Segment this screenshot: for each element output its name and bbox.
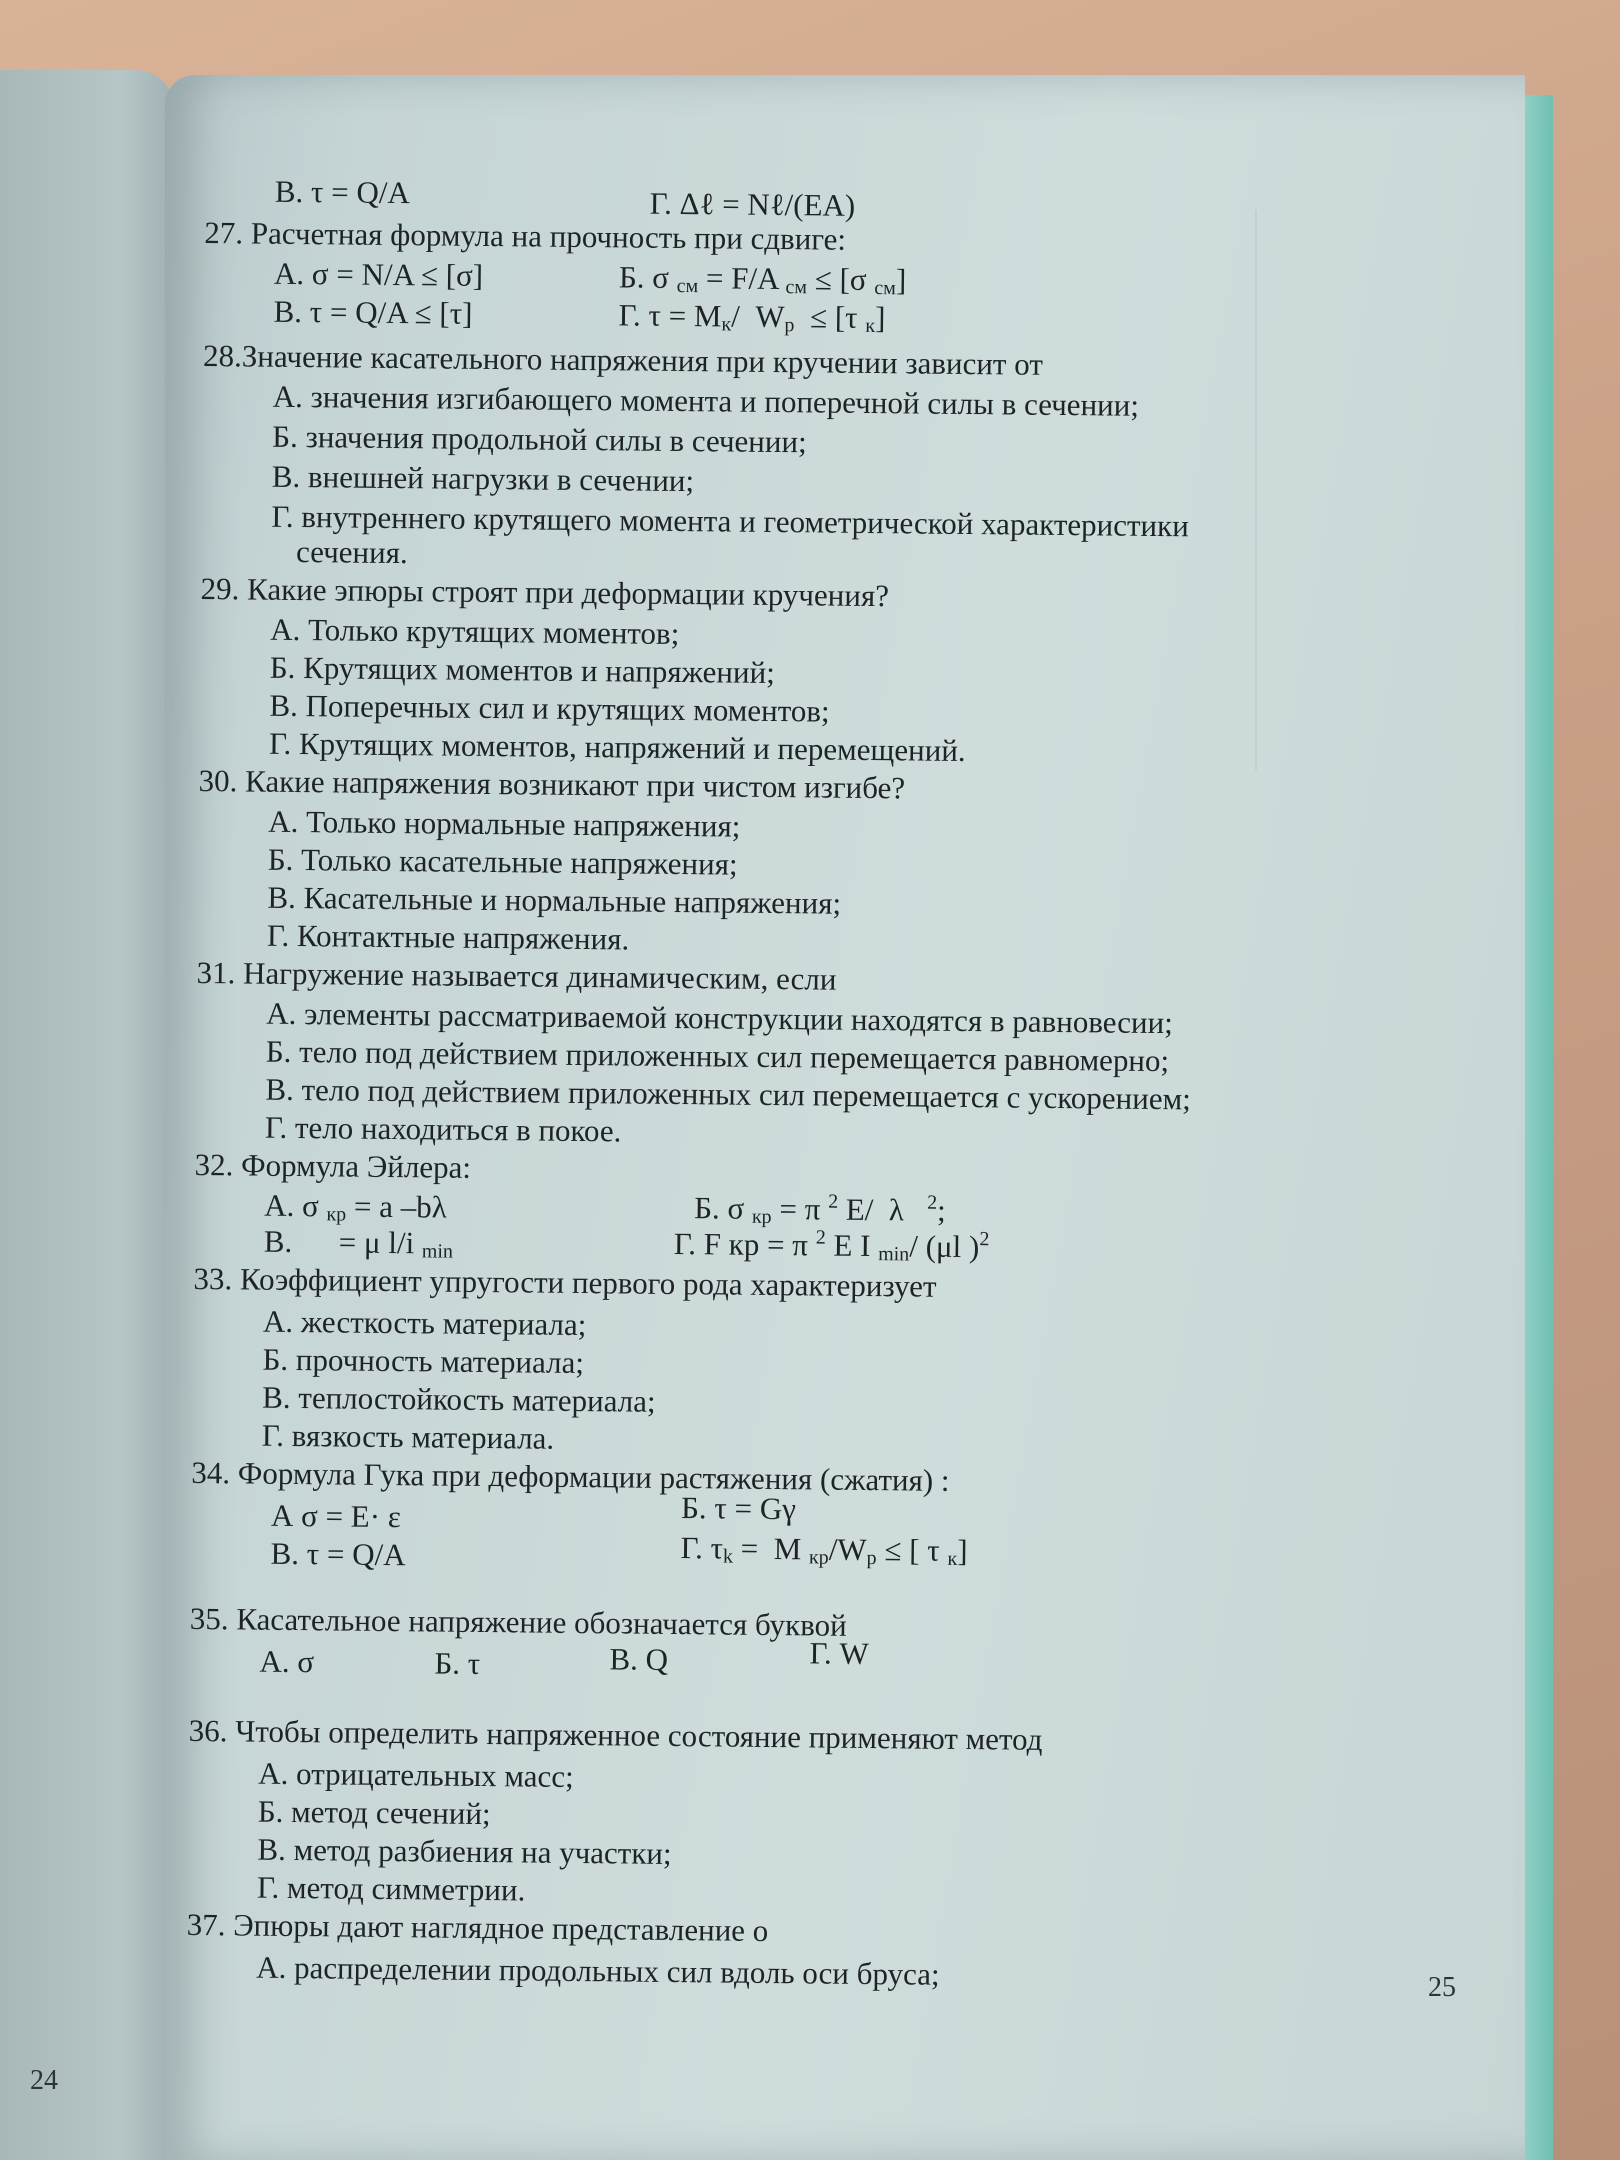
q28-option-g-continued: сечения.	[295, 533, 408, 571]
q28-option-v: В. внешней нагрузки в сечении;	[271, 458, 695, 499]
q29-option-v: В. Поперечных сил и крутящих моментов;	[269, 687, 830, 729]
page-edge	[1525, 95, 1553, 2160]
question-30: 30. Какие напряжения возникают при чистом изгибе?	[198, 762, 906, 806]
q33-option-a: А. жесткость материала;	[262, 1303, 587, 1343]
q30-option-b: Б. Только касательные напряжения;	[267, 841, 738, 882]
q36-option-g: Г. метод симметрии.	[256, 1869, 526, 1908]
q34-option-a: А σ = E· ε	[270, 1497, 402, 1535]
q36-option-v: В. метод разбиения на участки;	[257, 1831, 672, 1871]
q32-option-v: В. = μ l/i $_{min}$	[263, 1223, 454, 1263]
left-page	[0, 70, 175, 2160]
q35-option-v: В. Q	[609, 1641, 669, 1677]
q32-option-b: Б. σ $_{кр}$ = π $^2$ E/ λ $^2$;	[694, 1190, 946, 1228]
option-v-prev: В. τ = Q/A	[274, 173, 411, 211]
q28-option-g: Г. внутреннего крутящего момента и геометрической характеристики	[271, 498, 1189, 544]
question-31: 31. Нагружение называется динамическим, если	[196, 954, 837, 997]
q29-option-b: Б. Крутящих моментов и напряжений;	[269, 649, 775, 690]
q32-option-a: А. σ $_{кр}$ = a –bλ	[264, 1187, 447, 1226]
q34-option-g: Г. $\tau_k = M$ $_{кр}/W_р$ ≤ [ τ $_к$]	[680, 1530, 968, 1570]
question-37: 37. Эпюры дают наглядное представление о	[186, 1906, 769, 1948]
q28-option-b: Б. значения продольной силы в сечении;	[272, 418, 807, 460]
question-33: 33. Коэффициент упругости первого рода характеризует	[193, 1260, 937, 1304]
q37-option-a: А. распределении продольных сил вдоль оси бруса;	[256, 1949, 940, 1992]
q34-option-v: В. τ = Q/A	[270, 1535, 406, 1573]
question-27: 27. Расчетная формула на прочность при сдвиге:	[204, 214, 847, 257]
q33-option-b: Б. прочность материала;	[262, 1341, 585, 1381]
q27-option-b: Б. σ $_{см}$ = F/A $_{см}$ ≤ [σ $_{см}$]	[618, 259, 907, 300]
q27-option-v: В. τ = Q/A ≤ [τ]	[273, 293, 473, 331]
question-36: 36. Чтобы определить напряженное состояние применяют метод	[188, 1712, 1043, 1757]
option-g-prev: Г. Δℓ = Nℓ/(EA)	[649, 185, 856, 223]
q29-option-a: А. Только крутящих моментов;	[270, 611, 680, 651]
q36-option-a: А. отрицательных масс;	[258, 1755, 574, 1794]
q28-option-a: А. значения изгибающего момента и поперечной силы в сечении;	[272, 378, 1140, 423]
q33-option-v: В. теплостойкость материала;	[262, 1379, 656, 1419]
q30-option-g: Г. Контактные напряжения.	[266, 917, 630, 957]
q29-option-g: Г. Крутящих моментов, напряжений и перемещений.	[268, 725, 966, 768]
q31-option-b: Б. тело под действием приложенных сил перемещается равномерно;	[265, 1033, 1170, 1079]
q31-option-v: В. тело под действием приложенных сил перемещается с ускорением;	[265, 1071, 1192, 1117]
q34-option-b: Б. τ = Gγ	[680, 1490, 797, 1527]
q35-option-a: А. σ	[259, 1643, 315, 1680]
right-page-number: 25	[1428, 1972, 1456, 2003]
q36-option-b: Б. метод сечений;	[257, 1793, 491, 1832]
q30-option-v: В. Касательные и нормальные напряжения;	[267, 879, 842, 921]
q32-option-g: Г. F кр = π $^2$ E I $_{min}$/ (μl )$^2$	[673, 1225, 990, 1266]
question-35: 35. Касательное напряжение обозначается буквой	[189, 1600, 847, 1643]
q27-option-g: Г. $\tau = M_к/$ $W_р \le [\tau$ $_к$]	[618, 297, 886, 338]
q30-option-a: А. Только нормальные напряжения;	[268, 803, 741, 844]
q27-option-a: А. σ = N/A ≤ [σ]	[273, 255, 484, 293]
left-page-number: 24	[30, 2065, 58, 2096]
question-34: 34. Формула Гука при деформации растяжения (сжатия) :	[191, 1454, 950, 1498]
question-29: 29. Какие эпюры строят при деформации кручения?	[200, 570, 890, 614]
question-32: 32. Формула Эйлера:	[194, 1146, 472, 1185]
q31-option-a: А. элементы рассматриваемой конструкции находятся в равновесии;	[266, 995, 1174, 1041]
question-28: 28.Значение касательного напряжения при кручении зависит от	[202, 337, 1044, 382]
q35-option-g: Г. W	[809, 1635, 869, 1672]
q35-option-b: Б. τ	[434, 1645, 481, 1681]
q33-option-g: Г. вязкость материала.	[261, 1417, 555, 1456]
q31-option-g: Г. тело находиться в покое.	[264, 1109, 622, 1149]
show-through-text	[1255, 210, 1487, 770]
